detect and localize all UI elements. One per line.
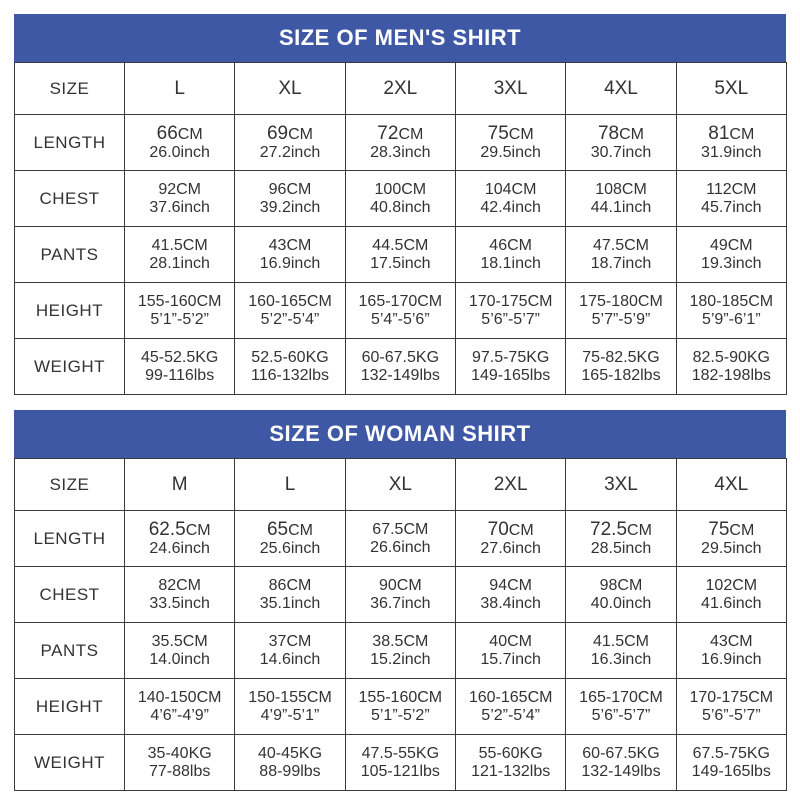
metric-number: 75 (487, 122, 509, 144)
imperial-value: 28.3inch (370, 144, 431, 162)
metric-unit: CM (177, 125, 203, 143)
measurement-cell (125, 115, 235, 171)
metric-value (346, 123, 455, 144)
metric-value: 43CM (709, 632, 753, 650)
metric-value: 60-67.5KG (582, 744, 660, 762)
measurement-cell (345, 339, 455, 395)
measurement-cell (676, 511, 786, 567)
metric-unit: CM (508, 125, 534, 143)
table-row (15, 283, 787, 339)
imperial-value: 105-121lbs (360, 762, 440, 780)
measurement-cell (125, 735, 235, 791)
imperial-value: 40.8inch (370, 198, 431, 216)
measurement-cell (235, 623, 345, 679)
imperial-value: 27.6inch (480, 540, 541, 558)
metric-value: 180-185CM (689, 292, 774, 310)
measurement-cell (125, 567, 235, 623)
measurement-cell (345, 567, 455, 623)
metric-number: 72 (377, 122, 399, 144)
measurement-cell (566, 567, 676, 623)
size-label: SIZE (15, 459, 125, 511)
imperial-value: 41.6inch (701, 594, 762, 612)
measurement-cell (455, 679, 565, 735)
measurement-cell (235, 339, 345, 395)
metric-unit: CM (729, 125, 755, 143)
measurement-cell (235, 567, 345, 623)
measurement-cell (566, 171, 676, 227)
imperial-value: 29.5inch (480, 144, 541, 162)
metric-value: 75-82.5KG (582, 348, 660, 366)
measurement-cell (235, 283, 345, 339)
measurement-cell (566, 227, 676, 283)
measurement-cell (455, 227, 565, 283)
metric-unit: CM (627, 521, 652, 539)
measurement-cell (676, 339, 786, 395)
metric-value: 38.5CM (372, 632, 429, 650)
imperial-value: 16.9inch (259, 254, 321, 272)
size-column-header: XL (345, 459, 455, 511)
metric-unit: CM (508, 521, 534, 539)
measurement-cell (566, 679, 676, 735)
imperial-value: 35.1inch (259, 594, 321, 612)
imperial-value: 182-198lbs (691, 366, 771, 384)
metric-value: 170-175CM (689, 688, 774, 706)
size-column-header: 5XL (676, 63, 786, 115)
imperial-value: 99-116lbs (145, 366, 215, 384)
imperial-value: 37.6inch (149, 198, 210, 216)
metric-number: 65 (266, 518, 289, 540)
imperial-value: 29.5inch (701, 540, 762, 558)
measurement-cell (125, 339, 235, 395)
row-label: LENGTH (15, 115, 125, 171)
imperial-value: 14.6inch (259, 650, 321, 668)
imperial-value: 19.3inch (701, 254, 762, 272)
measurement-cell (125, 171, 235, 227)
metric-value: 44.5CM (372, 236, 429, 254)
metric-value (677, 123, 786, 144)
metric-value (456, 123, 565, 144)
imperial-value: 5’2”-5’4” (260, 310, 320, 328)
metric-value: 170-175CM (468, 292, 553, 310)
measurement-cell (676, 283, 786, 339)
imperial-value: 16.3inch (590, 650, 652, 668)
measurement-cell (125, 679, 235, 735)
measurement-cell (455, 735, 565, 791)
row-label: PANTS (15, 227, 125, 283)
imperial-value: 15.7inch (480, 650, 541, 668)
measurement-cell (235, 511, 345, 567)
measurement-cell (235, 115, 345, 171)
measurement-cell (676, 679, 786, 735)
size-header-row (15, 63, 787, 115)
measurement-cell (345, 679, 455, 735)
metric-value: 150-155CM (248, 688, 332, 706)
row-label: HEIGHT (15, 283, 125, 339)
size-column-header: 2XL (345, 63, 455, 115)
imperial-value: 18.7inch (590, 254, 652, 272)
imperial-value: 132-149lbs (360, 366, 440, 384)
metric-value: 94CM (489, 576, 532, 594)
size-column-header: 2XL (455, 459, 565, 511)
metric-value: 96CM (268, 180, 312, 198)
metric-value: 98CM (599, 576, 643, 594)
measurement-cell (455, 567, 565, 623)
metric-value: 46CM (489, 236, 532, 254)
measurement-cell (345, 171, 455, 227)
measurement-cell (125, 511, 235, 567)
imperial-value: 45.7inch (701, 198, 762, 216)
metric-number: 70 (487, 518, 509, 540)
metric-unit: CM (288, 125, 313, 143)
imperial-value: 36.7inch (370, 594, 431, 612)
metric-value: 160-165CM (468, 688, 553, 706)
metric-unit: CM (619, 125, 644, 143)
metric-value: 52.5-60KG (251, 348, 329, 366)
measurement-cell (235, 679, 345, 735)
measurement-cell (345, 511, 455, 567)
metric-value: 47.5CM (592, 236, 649, 254)
imperial-value: 33.5inch (149, 594, 210, 612)
metric-value: 108CM (595, 180, 647, 198)
size-header-row (15, 459, 787, 511)
row-label: WEIGHT (15, 339, 125, 395)
measurement-cell (455, 115, 565, 171)
row-label: CHEST (15, 171, 125, 227)
imperial-value: 5’6”-5’7” (701, 706, 761, 724)
size-column-header: L (125, 63, 235, 115)
metric-value (677, 519, 786, 540)
metric-value: 155-160CM (137, 292, 222, 310)
metric-value (566, 123, 675, 144)
imperial-value: 5’2”-5’4” (481, 706, 540, 724)
size-column-header: 4XL (676, 459, 786, 511)
metric-value: 37CM (268, 632, 312, 650)
size-column-header: 3XL (455, 63, 565, 115)
imperial-value: 149-165lbs (691, 762, 771, 780)
table-row (15, 735, 787, 791)
imperial-value: 24.6inch (149, 540, 210, 558)
metric-value: 160-165CM (248, 292, 332, 310)
metric-value: 60-67.5KG (361, 348, 440, 366)
metric-number: 72.5 (590, 518, 628, 540)
mens-size-table-section (14, 14, 786, 395)
metric-value (125, 123, 234, 144)
metric-value: 86CM (268, 576, 312, 594)
imperial-value: 165-182lbs (581, 366, 661, 384)
measurement-cell (566, 339, 676, 395)
row-label: LENGTH (15, 511, 125, 567)
womens-table-title: SIZE OF WOMAN SHIRT (14, 410, 786, 458)
measurement-cell (125, 283, 235, 339)
metric-number: 69 (266, 122, 289, 144)
imperial-value: 16.9inch (701, 650, 762, 668)
measurement-cell (125, 227, 235, 283)
imperial-value: 5’4”-5’6” (370, 310, 430, 328)
metric-value: 41.5CM (151, 236, 208, 254)
measurement-cell (235, 171, 345, 227)
imperial-value: 40.0inch (590, 594, 652, 612)
metric-value: 40-45KG (257, 744, 323, 762)
table-row (15, 339, 787, 395)
metric-value: 104CM (484, 180, 537, 198)
measurement-cell (566, 511, 676, 567)
metric-value: 82CM (158, 576, 201, 594)
imperial-value: 30.7inch (590, 144, 652, 162)
metric-value (125, 519, 234, 540)
row-label: PANTS (15, 623, 125, 679)
table-row (15, 115, 787, 171)
table-row (15, 511, 787, 567)
imperial-value: 5’1”-5’2” (370, 706, 430, 724)
table-row (15, 679, 787, 735)
metric-value: 45-52.5KG (140, 348, 219, 366)
imperial-value: 28.1inch (149, 254, 210, 272)
measurement-cell (676, 115, 786, 171)
measurement-cell (345, 227, 455, 283)
metric-value: 47.5-55KG (361, 744, 440, 762)
metric-unit: CM (288, 521, 313, 539)
measurement-cell (345, 115, 455, 171)
measurement-cell (455, 171, 565, 227)
metric-number: 81 (708, 122, 730, 144)
imperial-value: 5’6”-5’7” (591, 706, 651, 724)
metric-value: 67.5CM (372, 520, 429, 538)
imperial-value: 39.2inch (259, 198, 321, 216)
imperial-value: 17.5inch (370, 254, 431, 272)
metric-value: 112CM (706, 180, 757, 198)
size-column-header: M (125, 459, 235, 511)
imperial-value: 5’6”-5’7” (481, 310, 540, 328)
metric-value: 100CM (374, 180, 427, 198)
imperial-value: 88-99lbs (259, 762, 321, 780)
mens-size-table (14, 62, 787, 395)
table-row (15, 171, 787, 227)
measurement-cell (235, 735, 345, 791)
measurement-cell (455, 283, 565, 339)
row-label: WEIGHT (15, 735, 125, 791)
measurement-cell (345, 283, 455, 339)
metric-value: 165-170CM (358, 292, 443, 310)
metric-number: 66 (156, 122, 178, 144)
row-label: HEIGHT (15, 679, 125, 735)
measurement-cell (566, 623, 676, 679)
imperial-value: 31.9inch (701, 144, 762, 162)
imperial-value: 25.6inch (259, 540, 321, 558)
measurement-cell (566, 283, 676, 339)
size-column-header: XL (235, 63, 345, 115)
metric-value: 35-40KG (147, 744, 212, 762)
metric-value: 140-150CM (137, 688, 222, 706)
measurement-cell (676, 171, 786, 227)
imperial-value: 15.2inch (370, 650, 431, 668)
measurement-cell (676, 735, 786, 791)
metric-unit: CM (729, 521, 755, 539)
measurement-cell (455, 339, 565, 395)
metric-number: 78 (597, 122, 620, 144)
measurement-cell (676, 567, 786, 623)
metric-value: 35.5CM (151, 632, 208, 650)
metric-value: 102CM (705, 576, 758, 594)
metric-value (456, 519, 565, 540)
measurement-cell (455, 511, 565, 567)
metric-value (235, 123, 344, 144)
metric-value: 49CM (709, 236, 753, 254)
imperial-value: 26.6inch (370, 538, 431, 556)
metric-number: 62.5 (148, 518, 186, 540)
measurement-cell (676, 623, 786, 679)
metric-value: 165-170CM (579, 688, 663, 706)
size-column-header: 4XL (566, 63, 676, 115)
imperial-value: 149-165lbs (471, 366, 551, 384)
imperial-value: 4’6”-4’9” (150, 706, 209, 724)
imperial-value: 4’9”-5’1” (260, 706, 320, 724)
table-row (15, 567, 787, 623)
measurement-cell (345, 623, 455, 679)
measurement-cell (345, 735, 455, 791)
metric-value (235, 519, 344, 540)
imperial-value: 14.0inch (149, 650, 210, 668)
row-label: CHEST (15, 567, 125, 623)
imperial-value: 44.1inch (590, 198, 652, 216)
imperial-value: 132-149lbs (581, 762, 661, 780)
mens-table-title: SIZE OF MEN'S SHIRT (14, 14, 786, 62)
measurement-cell (455, 623, 565, 679)
womens-size-table-section (14, 410, 786, 791)
measurement-cell (566, 115, 676, 171)
womens-size-table (14, 458, 787, 791)
measurement-cell (566, 735, 676, 791)
imperial-value: 5’9”-6’1” (701, 310, 761, 328)
metric-value: 175-180CM (579, 292, 663, 310)
metric-value: 67.5-75KG (692, 744, 770, 762)
imperial-value: 77-88lbs (148, 762, 211, 780)
imperial-value: 5’7”-5’9” (591, 310, 651, 328)
table-row (15, 623, 787, 679)
metric-value: 55-60KG (478, 744, 543, 762)
imperial-value: 28.5inch (590, 540, 652, 558)
imperial-value: 116-132lbs (251, 366, 329, 384)
metric-number: 75 (708, 518, 730, 540)
imperial-value: 27.2inch (259, 144, 321, 162)
imperial-value: 5’1”-5’2” (150, 310, 209, 328)
imperial-value: 38.4inch (480, 594, 541, 612)
measurement-cell (125, 623, 235, 679)
metric-value (566, 519, 675, 540)
imperial-value: 42.4inch (480, 198, 541, 216)
size-column-header: L (235, 459, 345, 511)
table-row (15, 227, 787, 283)
metric-value: 97.5-75KG (471, 348, 550, 366)
metric-value: 92CM (158, 180, 201, 198)
imperial-value: 26.0inch (149, 144, 210, 162)
metric-unit: CM (398, 125, 424, 143)
metric-value: 155-160CM (358, 688, 443, 706)
metric-unit: CM (185, 521, 211, 539)
metric-value: 90CM (378, 576, 422, 594)
measurement-cell (676, 227, 786, 283)
metric-value: 82.5-90KG (692, 348, 770, 366)
metric-value: 40CM (489, 632, 532, 650)
size-column-header: 3XL (566, 459, 676, 511)
imperial-value: 18.1inch (480, 254, 541, 272)
imperial-value: 121-132lbs (471, 762, 551, 780)
measurement-cell (235, 227, 345, 283)
metric-value: 43CM (268, 236, 312, 254)
size-label: SIZE (15, 63, 125, 115)
metric-value: 41.5CM (592, 632, 649, 650)
